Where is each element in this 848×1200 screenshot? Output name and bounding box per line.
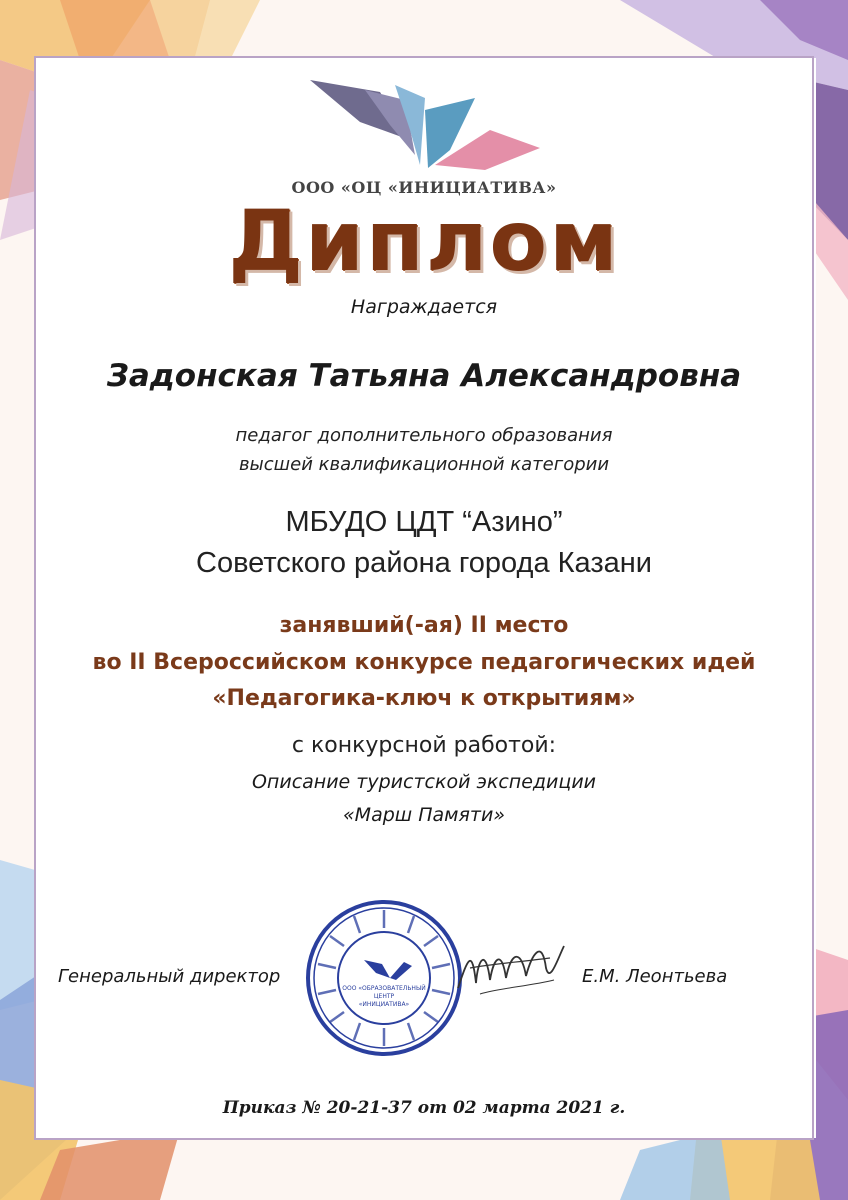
- organization-name: ООО «ОЦ «ИНИЦИАТИВА»: [291, 178, 557, 197]
- svg-text:«ИНИЦИАТИВА»: «ИНИЦИАТИВА»: [358, 1001, 410, 1008]
- achievement-line-3: «Педагогика-ключ к открытиям»: [212, 686, 636, 711]
- order-reference: Приказ № 20-21-37 от 02 марта 2021 г.: [222, 1098, 626, 1118]
- svg-text:ООО «ОБРАЗОВАТЕЛЬНЫЙ: ООО «ОБРАЗОВАТЕЛЬНЫЙ: [342, 985, 426, 992]
- signatory-role: Генеральный директор: [58, 966, 281, 987]
- open-book-logo-icon: [300, 70, 550, 180]
- work-label: с конкурсной работой:: [291, 733, 557, 758]
- certificate-title: Диплом: [228, 192, 620, 290]
- organization-seal-stamp: [304, 898, 464, 1058]
- svg-text:ЦЕНТР: ЦЕНТР: [373, 993, 395, 1000]
- achievement-line-1: занявший(-ая) II место: [279, 613, 569, 638]
- position-line-1: педагог дополнительного образования: [235, 425, 613, 446]
- institution-line-2: Советского района города Казани: [196, 547, 652, 579]
- position-line-2: высшей квалификационной категории: [238, 454, 610, 475]
- achievement-line-2: во II Всероссийском конкурсе педагогических идей: [92, 650, 756, 675]
- signatory-name: Е.М. Леонтьева: [582, 966, 728, 987]
- awarded-label: Награждается: [350, 296, 498, 318]
- work-title-line-1: Описание туристской экспедиции: [251, 771, 597, 793]
- recipient-name: Задонская Татьяна Александровна: [106, 358, 742, 394]
- institution-line-1: МБУДО ЦДТ “Азино”: [285, 506, 563, 538]
- work-title-line-2: «Марш Памяти»: [342, 804, 506, 826]
- handwritten-signature: [450, 928, 570, 1008]
